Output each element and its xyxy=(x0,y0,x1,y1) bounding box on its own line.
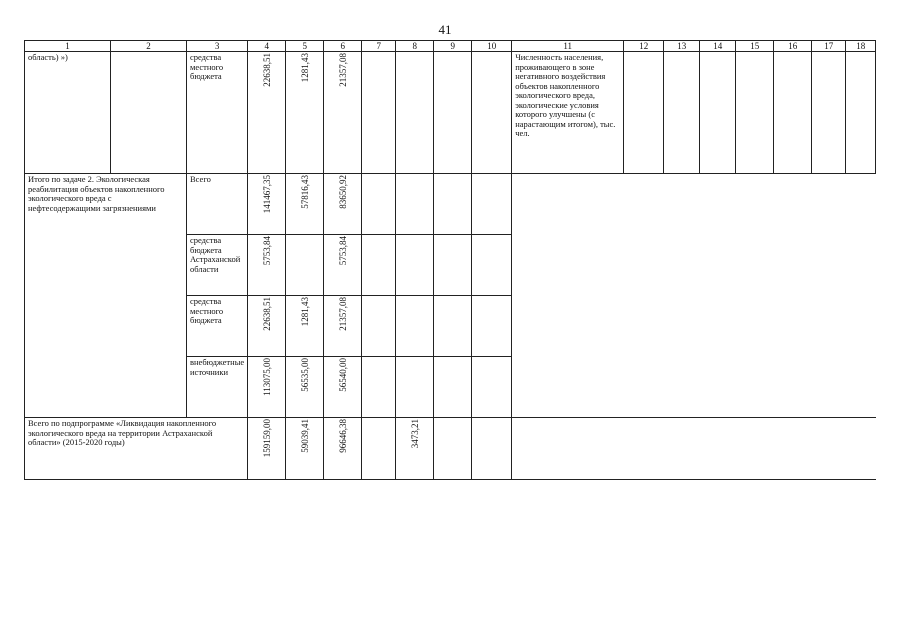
value-cell xyxy=(286,296,324,357)
column-header: 10 xyxy=(472,41,512,52)
column-header: 3 xyxy=(187,41,248,52)
value: 56540,00 xyxy=(337,358,348,392)
column-header: 13 xyxy=(664,41,700,52)
value-cell xyxy=(324,357,362,418)
column-header: 17 xyxy=(812,41,846,52)
value-cell xyxy=(324,235,362,296)
column-header: 12 xyxy=(624,41,664,52)
column-header: 5 xyxy=(286,41,324,52)
value-cell xyxy=(286,357,324,418)
cell xyxy=(111,52,187,174)
column-header: 4 xyxy=(248,41,286,52)
value: 96646,38 xyxy=(337,419,348,453)
cell xyxy=(472,235,512,296)
funding-source: средства местного бюджета xyxy=(187,52,248,174)
cell xyxy=(434,174,472,235)
value: 57816,43 xyxy=(299,175,310,209)
value-cell xyxy=(248,174,286,235)
column-header: 16 xyxy=(774,41,812,52)
cell xyxy=(362,357,396,418)
cell xyxy=(472,296,512,357)
row-label: область) ») xyxy=(25,52,111,174)
cell xyxy=(396,296,434,357)
cell xyxy=(396,235,434,296)
cell xyxy=(434,296,472,357)
value-cell xyxy=(286,418,324,480)
value: 113075,00 xyxy=(261,358,272,396)
value-cell xyxy=(248,52,286,174)
column-header: 18 xyxy=(846,41,876,52)
cell xyxy=(472,174,512,235)
cell xyxy=(362,174,396,235)
cell xyxy=(736,52,774,174)
value: 141467,35 xyxy=(261,175,272,214)
value-cell xyxy=(248,296,286,357)
value: 5753,84 xyxy=(337,236,348,266)
cell xyxy=(664,52,700,174)
value: 5753,84 xyxy=(261,236,272,266)
column-header: 14 xyxy=(700,41,736,52)
budget-table xyxy=(24,40,876,480)
value-cell xyxy=(324,52,362,174)
column-header: 15 xyxy=(736,41,774,52)
column-header: 9 xyxy=(434,41,472,52)
value-cell xyxy=(324,296,362,357)
cell xyxy=(624,52,664,174)
column-header: 2 xyxy=(111,41,187,52)
indicator-text: Численность населения, проживающего в зоне негативного воздействия объектов накопленного экологического вреда, экологические условия которого улучшены (с нарастающим итогом), тыс. чел. xyxy=(512,52,624,174)
cell xyxy=(700,52,736,174)
cell xyxy=(362,418,396,480)
cell xyxy=(362,235,396,296)
cell xyxy=(472,52,512,174)
value: 3473,21 xyxy=(409,419,420,449)
column-header: 11 xyxy=(512,41,624,52)
cell xyxy=(362,296,396,357)
value-cell xyxy=(248,235,286,296)
cell xyxy=(846,52,876,174)
value: 1281,43 xyxy=(299,297,310,327)
value: 21357,08 xyxy=(337,53,348,87)
table-row xyxy=(25,52,876,174)
funding-source: средства бюджета Астраханской области xyxy=(187,235,248,296)
cell xyxy=(362,52,396,174)
empty-area xyxy=(512,418,876,480)
value: 22638,51 xyxy=(261,297,272,331)
funding-source: средства местного бюджета xyxy=(187,296,248,357)
column-number-row xyxy=(25,41,876,52)
value-cell xyxy=(286,52,324,174)
value: 159159,00 xyxy=(261,419,272,458)
cell xyxy=(812,52,846,174)
funding-source: внебюджетные источники xyxy=(187,357,248,418)
funding-source: Всего xyxy=(187,174,248,235)
value-cell xyxy=(248,357,286,418)
value: 21357,08 xyxy=(337,297,348,331)
table-row xyxy=(25,174,876,235)
column-header: 7 xyxy=(362,41,396,52)
cell xyxy=(396,357,434,418)
value: 1281,43 xyxy=(299,53,310,83)
cell xyxy=(472,357,512,418)
page-number: 41 xyxy=(438,22,452,37)
value-cell xyxy=(286,235,324,296)
cell xyxy=(434,52,472,174)
cell xyxy=(434,235,472,296)
cell xyxy=(774,52,812,174)
column-header: 1 xyxy=(25,41,111,52)
cell xyxy=(434,357,472,418)
value: 22638,51 xyxy=(261,53,272,87)
cell xyxy=(396,52,434,174)
value: 59039,41 xyxy=(299,419,310,453)
value: 56535,00 xyxy=(299,358,310,392)
task-total-label: Итого по задаче 2. Экологическая реабилитация объектов накопленного экологического вреда с нефтесодержащими загрязнениями xyxy=(25,174,187,418)
value-cell xyxy=(286,174,324,235)
column-header: 8 xyxy=(396,41,434,52)
value: 83650,92 xyxy=(337,175,348,209)
value-cell xyxy=(396,418,434,480)
empty-area xyxy=(512,174,876,418)
value-cell xyxy=(324,174,362,235)
value-cell xyxy=(324,418,362,480)
column-header: 6 xyxy=(324,41,362,52)
table-row xyxy=(25,418,876,480)
cell xyxy=(396,174,434,235)
cell xyxy=(434,418,472,480)
value-cell xyxy=(248,418,286,480)
cell xyxy=(472,418,512,480)
program-total-label: Всего по подпрограмме «Ликвидация накопленного экологического вреда на территории Астраханской области» (2015-2020 годы) xyxy=(25,418,248,480)
